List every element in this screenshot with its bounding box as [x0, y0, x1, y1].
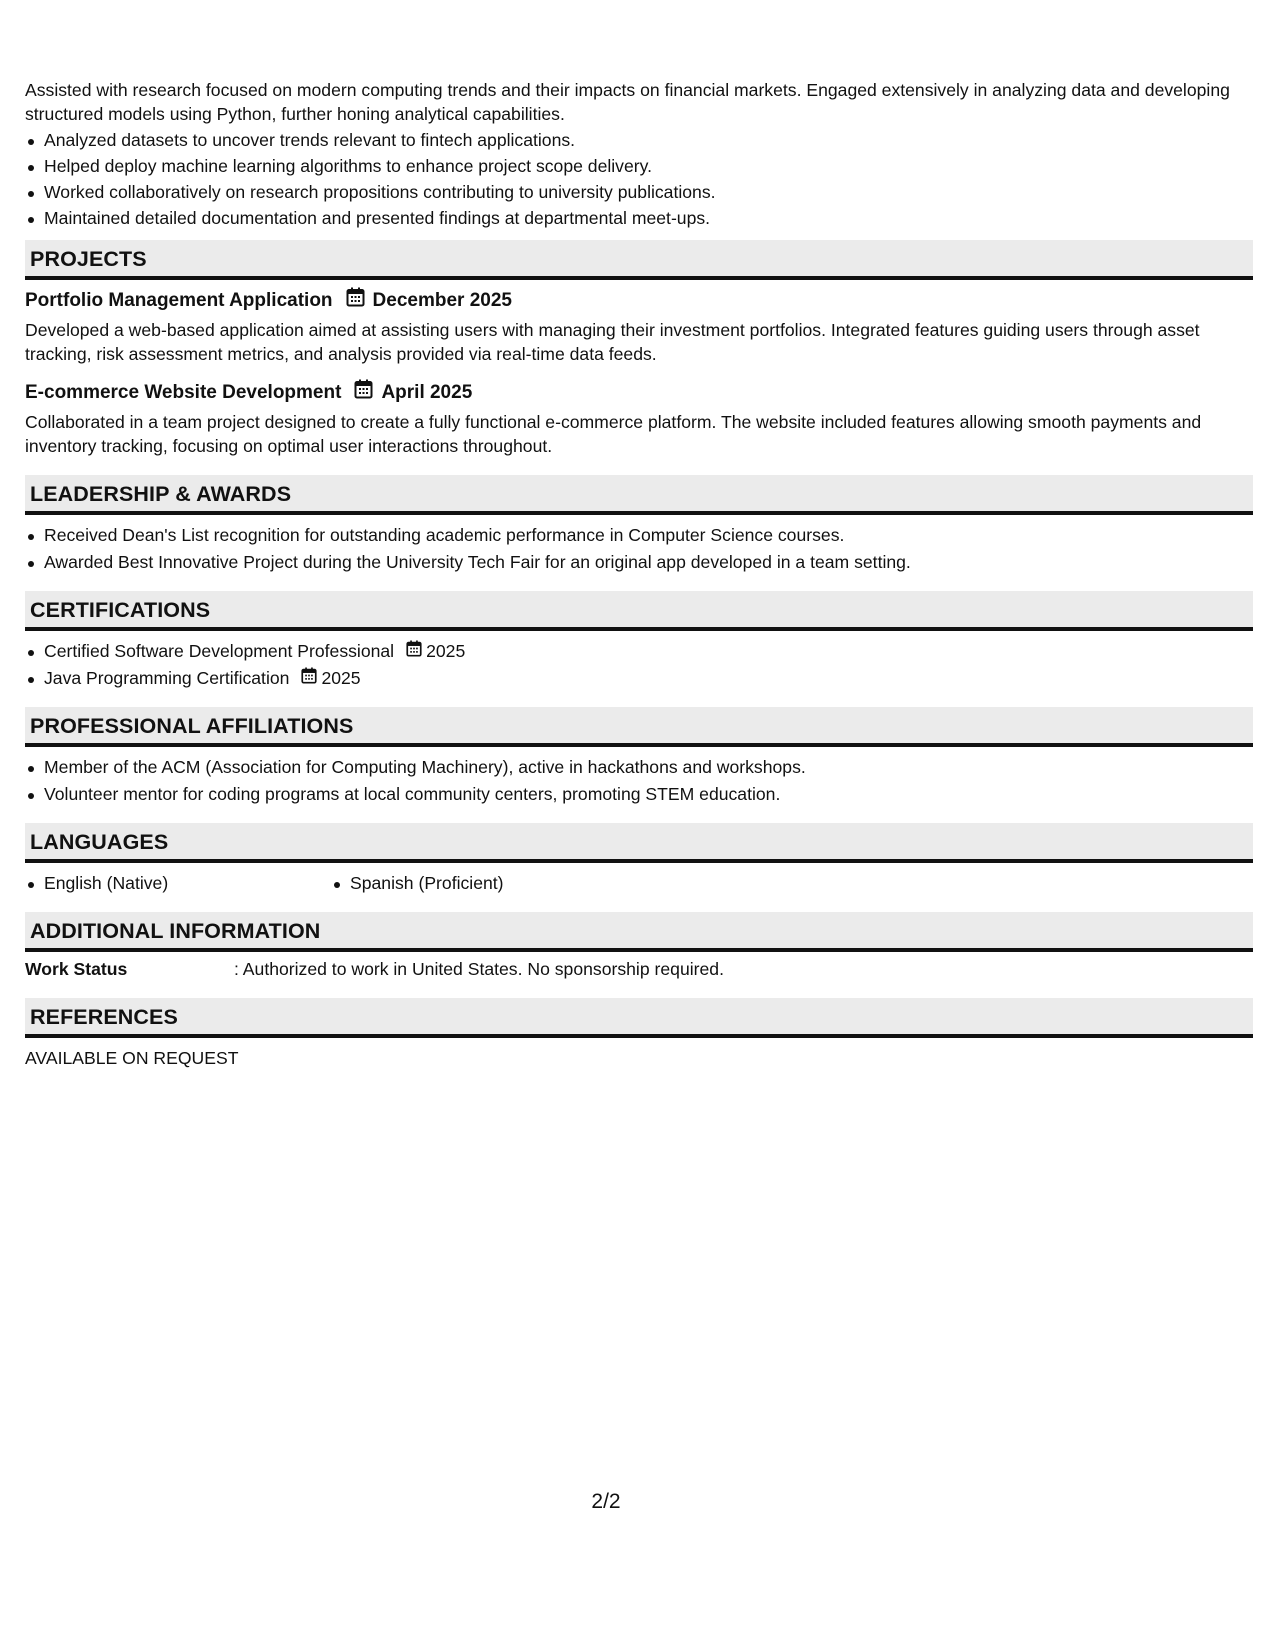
project-title: E-commerce Website Development: [25, 382, 342, 403]
project-description: Developed a web-based application aimed at assisting users with managing their investment portfolios. Integrated features guiding users through asset tracking, risk assessment metrics, and analysis provided via real-time data feeds.: [25, 320, 1200, 364]
leadership-list: [25, 522, 1253, 576]
certification-line: [44, 638, 1253, 665]
section-header-affiliations: PROFESSIONAL AFFILIATIONS: [25, 707, 1253, 747]
certification-name: Java Programming Certification: [44, 668, 290, 688]
project-entry: [25, 379, 1253, 458]
project-date: December 2025: [372, 290, 512, 311]
project-entry: [25, 287, 1253, 366]
languages-section: [25, 823, 1253, 897]
experience-bullets: [25, 127, 1253, 231]
calendar-icon: [354, 379, 373, 407]
certifications-list: [25, 638, 1253, 692]
section-header-languages: LANGUAGES: [25, 823, 1253, 863]
project-title: Portfolio Management Application: [25, 290, 333, 311]
project-date: April 2025: [381, 382, 473, 403]
project-description: Collaborated in a team project designed to create a fully functional e-commerce platform. The website included features allowing smooth payments and inventory tracking, focusing on optimal user interactions throughout.: [25, 412, 1202, 456]
references-section: [25, 998, 1253, 1070]
section-header-additional-info: ADDITIONAL INFORMATION: [25, 912, 1253, 952]
experience-summary: Assisted with research focused on modern computing trends and their impacts on financial markets. Engaged extensively in analyzing data and developing structured models using Python, further honing analytical capabilities.: [25, 80, 1230, 124]
section-header-references: REFERENCES: [25, 998, 1253, 1038]
affiliations-section: [25, 707, 1253, 808]
list-item: Volunteer mentor for coding programs at local community centers, promoting STEM education.: [25, 781, 1253, 808]
languages-list: [25, 870, 1253, 897]
affiliations-list: [25, 754, 1253, 808]
work-status-row: [25, 957, 1253, 981]
projects-section: [25, 240, 1253, 458]
page-number: 2/2: [591, 1490, 621, 1513]
list-item: Worked collaboratively on research propositions contributing to university publications.: [25, 179, 1253, 205]
certification-name: Certified Software Development Professional: [44, 641, 395, 661]
list-item: Received Dean's List recognition for outstanding academic performance in Computer Science courses.: [25, 522, 1253, 549]
list-item: Maintained detailed documentation and presented findings at departmental meet-ups.: [25, 205, 1253, 231]
resume-page-2: [25, 78, 1253, 1070]
certifications-section: [25, 591, 1253, 692]
project-title-row: [25, 287, 1253, 315]
list-item: Helped deploy machine learning algorithms to enhance project scope delivery.: [25, 153, 1253, 179]
section-header-projects: PROJECTS: [25, 240, 1253, 280]
experience-section: [25, 78, 1253, 228]
work-status-value: : Authorized to work in United States. No sponsorship required.: [234, 959, 724, 979]
calendar-icon: [301, 665, 317, 692]
certification-year: 2025: [426, 641, 466, 661]
section-header-certifications: CERTIFICATIONS: [25, 591, 1253, 631]
list-item: Analyzed datasets to uncover trends relevant to fintech applications.: [25, 127, 1253, 153]
work-status-label: Work Status: [25, 959, 128, 979]
references-text: AVAILABLE ON REQUEST: [25, 1048, 239, 1068]
list-item: Awarded Best Innovative Project during the University Tech Fair for an original app developed in a team setting.: [25, 549, 1253, 576]
calendar-icon: [346, 287, 365, 315]
additional-info-section: [25, 912, 1253, 981]
certification-year: 2025: [321, 668, 361, 688]
project-title-row: [25, 379, 1253, 407]
calendar-icon: [406, 638, 422, 665]
list-item: Member of the ACM (Association for Computing Machinery), active in hackathons and workshops.: [25, 754, 1253, 781]
list-item: [25, 665, 1253, 692]
list-item: [25, 638, 1253, 665]
list-item: Spanish (Proficient): [331, 870, 637, 897]
section-header-leadership: LEADERSHIP & AWARDS: [25, 475, 1253, 515]
list-item: English (Native): [25, 870, 331, 897]
certification-line: [44, 665, 1253, 692]
leadership-section: [25, 475, 1253, 576]
